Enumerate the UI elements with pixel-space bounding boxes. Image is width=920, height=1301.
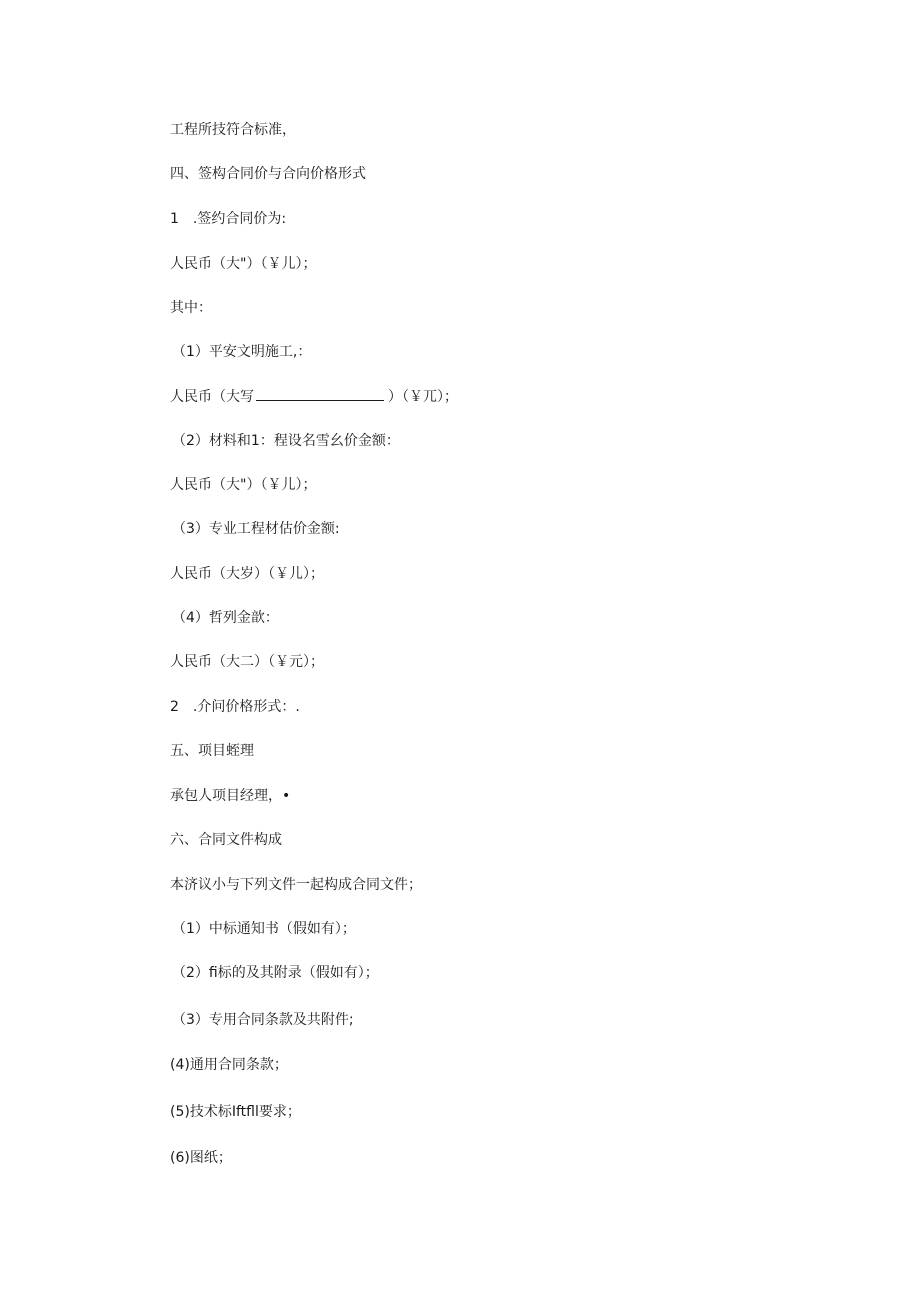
text-line-rmb-fill: [170, 386, 458, 407]
text-line-rmb-1: 人民币（大"）（￥儿）；: [170, 256, 317, 272]
text-line-item-1: （1）平安文明施工,：: [172, 344, 312, 360]
section-heading-contract-price: 四、签构合同价与合向价格形式: [170, 166, 366, 182]
text-line-doc-1: （1）中标通知书（假如有）；: [172, 921, 356, 937]
text-line-item-4: （4）哲列金歆：: [172, 610, 279, 626]
text-line-docs-intro: 本济议小与下列文件一起构成合同文件；: [170, 877, 422, 893]
fill-line-after: ）（￥兀）；: [388, 389, 458, 405]
text-line-rmb-3: 人民币（大岁）（￥儿）；: [170, 566, 324, 582]
text-line-doc-6: (6)图纸；: [170, 1150, 232, 1166]
text-line-doc-2: （2）fi标的及其附录（假如有）；: [172, 965, 379, 981]
text-line-contractor-pm: 承包人项目经理，•: [170, 788, 291, 804]
text-line-price-form: 2 .介问价格形式：.: [170, 699, 300, 715]
text-line-item-2: （2）材料和1：程设名雪幺价金额：: [172, 433, 400, 449]
text-line-doc-5: (5)技术标Iftfll要求；: [170, 1104, 301, 1120]
text-line-rmb-2: 人民币（大"）（￥儿）；: [170, 477, 317, 493]
text-line-rmb-4: 人民币（大二）（￥元）；: [170, 654, 324, 670]
section-heading-project-manager: 五、项目蛭理: [170, 743, 254, 759]
text-line-signed-price: 1 .签约合同价为:: [170, 211, 287, 227]
text-line-among: 其中：: [170, 300, 212, 316]
text-line-item-3: （3）专业工程材估价金额:: [172, 521, 340, 537]
fill-line-before: 人民币（大写: [170, 389, 254, 405]
section-heading-contract-docs: 六、合同文件构成: [170, 832, 282, 848]
text-line-doc-4: (4)通用合同条款；: [170, 1057, 288, 1073]
fill-in-blank: [256, 386, 384, 401]
text-line-standard: 工程所技符合标准，: [170, 122, 296, 138]
text-line-doc-3: （3）专用合同条款及共附件;: [172, 1012, 354, 1028]
